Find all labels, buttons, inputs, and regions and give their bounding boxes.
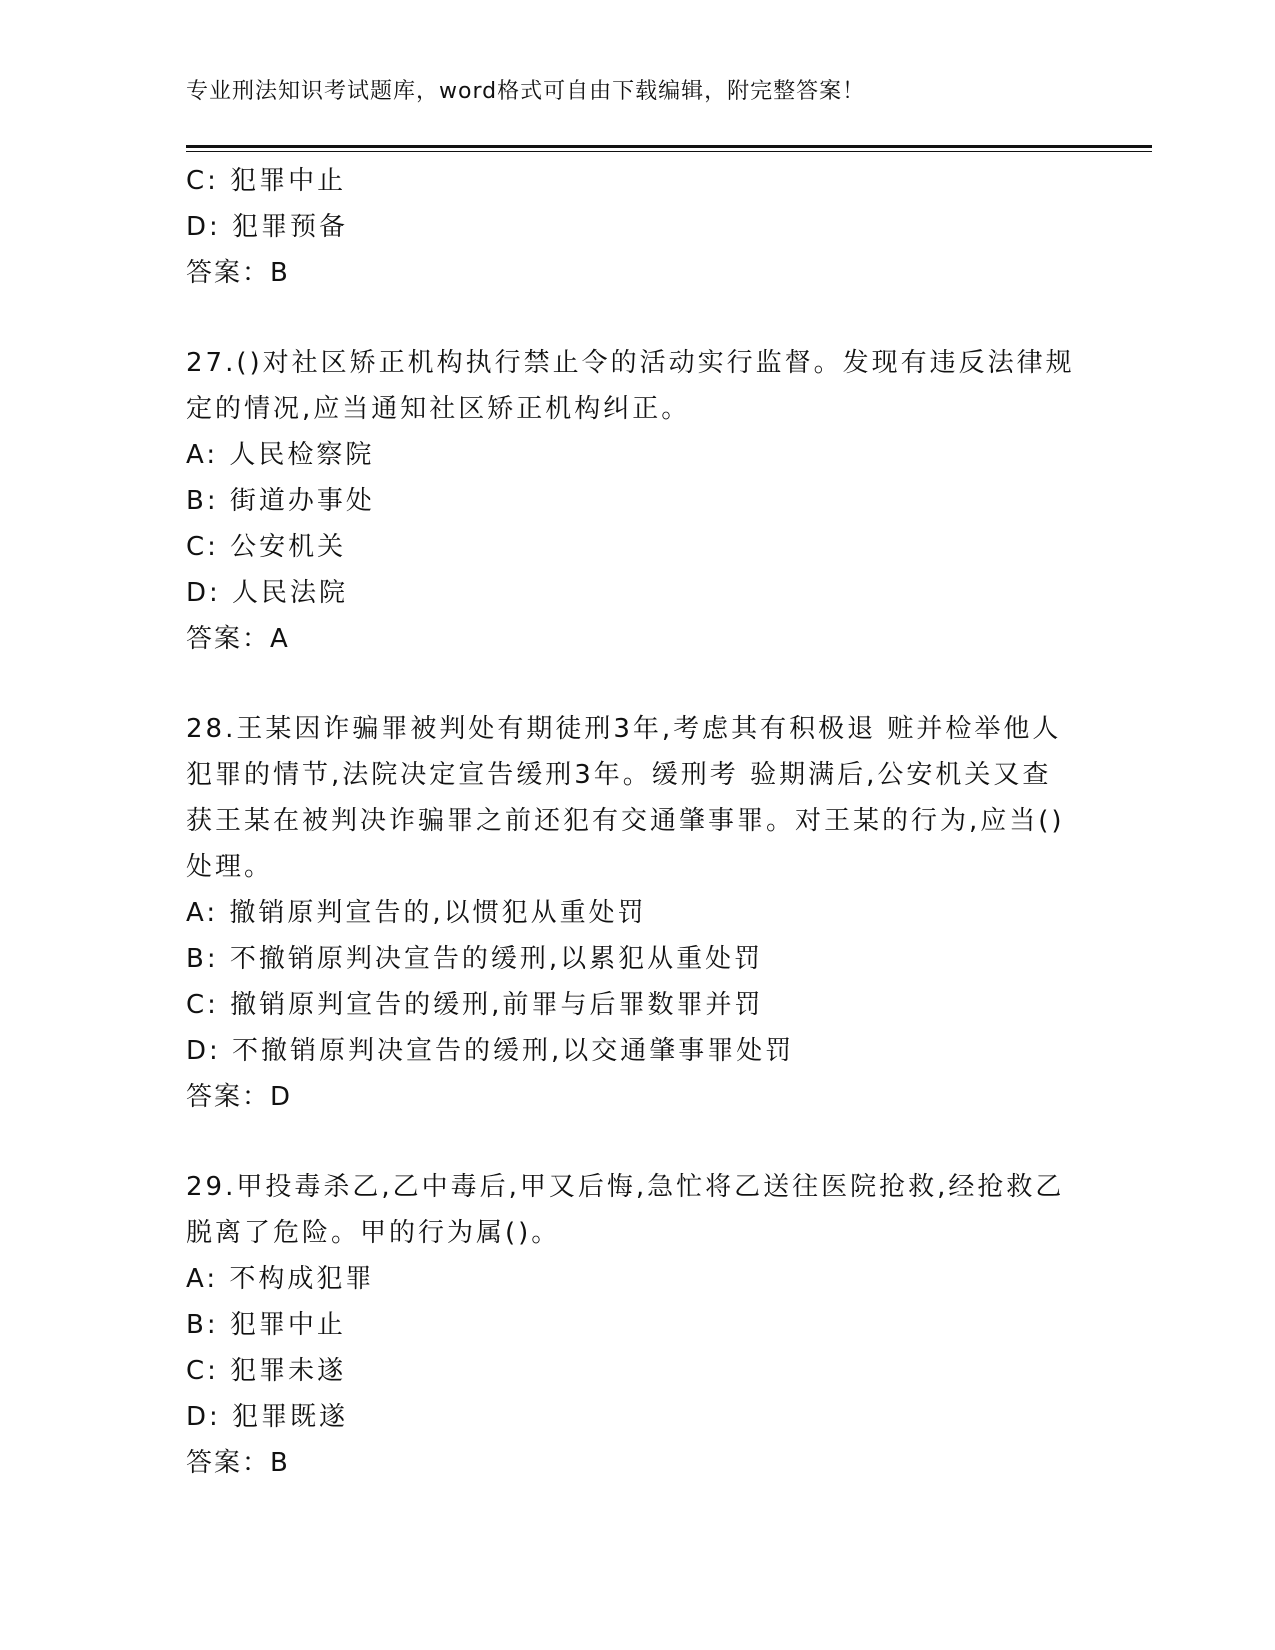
answer-line: 答案：D bbox=[186, 1082, 293, 1112]
answer-line: 答案：A bbox=[186, 624, 290, 654]
page-header-text: 专业刑法知识考试题库，word格式可自由下载编辑，附完整答案！ bbox=[186, 79, 866, 104]
option-d: D: 人民法院 bbox=[186, 578, 349, 608]
question-29 bbox=[186, 1164, 1086, 1486]
header-rule-thin bbox=[186, 151, 1152, 152]
question-text-line: 定的情况,应当通知社区矫正机构纠正。 bbox=[186, 394, 691, 424]
header-rule-thick bbox=[186, 145, 1152, 148]
answer-line: 答案：B bbox=[186, 258, 290, 288]
question-text-line: 29.甲投毒杀乙,乙中毒后,甲又后悔,急忙将乙送往医院抢救,经抢救乙 bbox=[186, 1172, 1065, 1202]
question-content bbox=[186, 158, 1086, 1486]
question-text-line: 27.()对社区矫正机构执行禁止令的活动实行监督。发现有违反法律规 bbox=[186, 348, 1075, 378]
option-c: C: 犯罪未遂 bbox=[186, 1356, 347, 1386]
question-28 bbox=[186, 706, 1086, 1120]
option-a: A: 撤销原判宣告的,以惯犯从重处罚 bbox=[186, 898, 647, 928]
question-text-line: 28.王某因诈骗罪被判处有期徒刑3年,考虑其有积极退 赃并检举他人 bbox=[186, 714, 1062, 744]
option-b: B: 街道办事处 bbox=[186, 486, 375, 516]
option-a: A: 人民检察院 bbox=[186, 440, 375, 470]
option-d: D: 不撤销原判决宣告的缓刑,以交通肇事罪处罚 bbox=[186, 1036, 795, 1066]
question-text-line: 脱离了危险。甲的行为属()。 bbox=[186, 1218, 561, 1248]
option-b: B: 不撤销原判决宣告的缓刑,以累犯从重处罚 bbox=[186, 944, 764, 974]
option-d: D: 犯罪预备 bbox=[186, 212, 349, 242]
question-text-line: 获王某在被判决诈骗罪之前还犯有交通肇事罪。对王某的行为,应当() bbox=[186, 806, 1065, 836]
previous-question-tail bbox=[186, 158, 1086, 296]
option-a: A: 不构成犯罪 bbox=[186, 1264, 375, 1294]
question-text-line: 犯罪的情节,法院决定宣告缓刑3年。缓刑考 验期满后,公安机关又查 bbox=[186, 760, 1052, 790]
option-d: D: 犯罪既遂 bbox=[186, 1402, 349, 1432]
question-27 bbox=[186, 340, 1086, 662]
option-c: C: 公安机关 bbox=[186, 532, 347, 562]
answer-line: 答案：B bbox=[186, 1448, 290, 1478]
option-b: B: 犯罪中止 bbox=[186, 1310, 346, 1340]
question-text-line: 处理。 bbox=[186, 852, 274, 882]
option-c: C: 撤销原判宣告的缓刑,前罪与后罪数罪并罚 bbox=[186, 990, 764, 1020]
option-c: C: 犯罪中止 bbox=[186, 166, 347, 196]
